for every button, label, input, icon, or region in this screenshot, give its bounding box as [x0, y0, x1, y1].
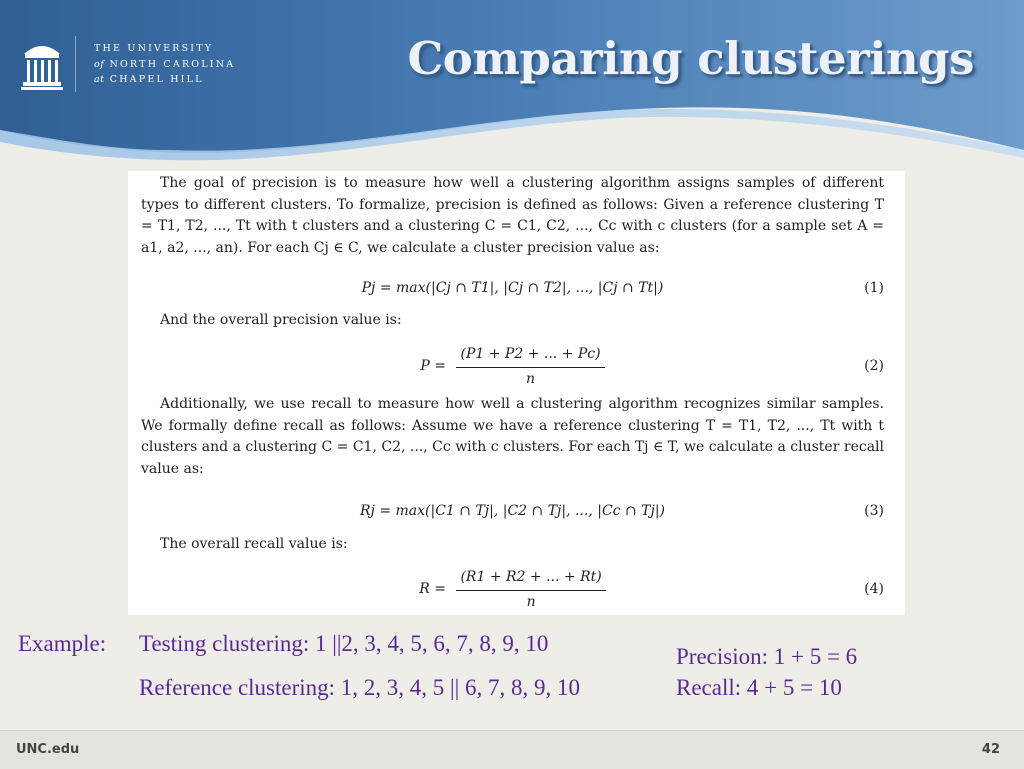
university-name [94, 41, 235, 88]
old-well-icon [20, 36, 64, 92]
equation-3 [141, 501, 884, 525]
recall-result: Recall: 4 + 5 = 10 [676, 675, 842, 700]
equation-1-number: (1) [864, 280, 884, 296]
equation-1 [141, 278, 884, 302]
slide-title: Comparing clusterings [407, 32, 974, 85]
logo-divider [75, 36, 76, 92]
equation-4-number: (4) [864, 581, 884, 597]
equation-4 [141, 567, 884, 613]
header-banner [0, 0, 1024, 175]
equation-3-formula: Rj = max(|C1 ∩ Tj|, |C2 ∩ Tj|, ..., |Cc ∩ Tj|) [359, 503, 666, 519]
precision-result: Precision: 1 + 5 = 6 [676, 644, 858, 669]
university-line-2: of NORTH CAROLINA [94, 58, 236, 70]
university-line-3: at CHAPEL HILL [94, 74, 204, 85]
testing-clustering: Testing clustering: 1 ||2, 3, 4, 5, 6, 7, 8, 9, 10 [139, 631, 549, 656]
equation-2-denominator: n [526, 370, 536, 387]
recall-intro-paragraph: Additionally, we use recall to measure how well a clustering algorithm recognizes similar samples. We formally define recall as follows: Assume we have a reference clustering T = T1, T2, ..., Tt with t clusters and a clustering C = C1, C2, ..., Cc with c clusters. For each Tj ∈ T, we calculate a cluster recall value as: [141, 396, 884, 477]
reference-clustering: Reference clustering: 1, 2, 3, 4, 5 || 6, 7, 8, 9, 10 [139, 675, 580, 700]
paper-excerpt [128, 171, 905, 615]
university-logo[interactable] [20, 36, 235, 92]
equation-4-numerator: (R1 + R2 + ... + Rt) [456, 567, 605, 591]
equation-4-lhs: R = [419, 581, 447, 598]
precision-intro-paragraph: The goal of precision is to measure how well a clustering algorithm assigns samples of different types to different clusters. To formalize, precision is defined as follows: Given a reference clustering T = T1, T2, ..., Tt with t clusters and a clustering C = C1, C2, ..., Cc with c clusters (for a sample set A = a1, a2, ..., an). For each Cj ∈ C, we calculate a cluster precision value as: [141, 175, 884, 256]
example-label: Example: [18, 631, 107, 656]
recall-overall-paragraph: The overall recall value is: [160, 536, 348, 552]
equation-2-numerator: (P1 + P2 + ... + Pc) [456, 344, 604, 368]
university-line-1: THE UNIVERSITY [94, 43, 214, 54]
equation-4-denominator: n [526, 593, 536, 610]
equation-2-number: (2) [864, 358, 884, 374]
footer-site-link[interactable]: UNC.edu [16, 742, 80, 757]
footer [0, 730, 1024, 769]
precision-overall-paragraph: And the overall precision value is: [160, 312, 402, 328]
slide-number: 42 [981, 742, 1000, 757]
equation-2-lhs: P = [420, 358, 447, 375]
equation-2 [141, 344, 884, 390]
equation-3-number: (3) [864, 503, 884, 519]
equation-1-formula: Pj = max(|Cj ∩ T1|, |Cj ∩ T2|, ..., |Cj ∩ Tt|) [361, 280, 664, 296]
